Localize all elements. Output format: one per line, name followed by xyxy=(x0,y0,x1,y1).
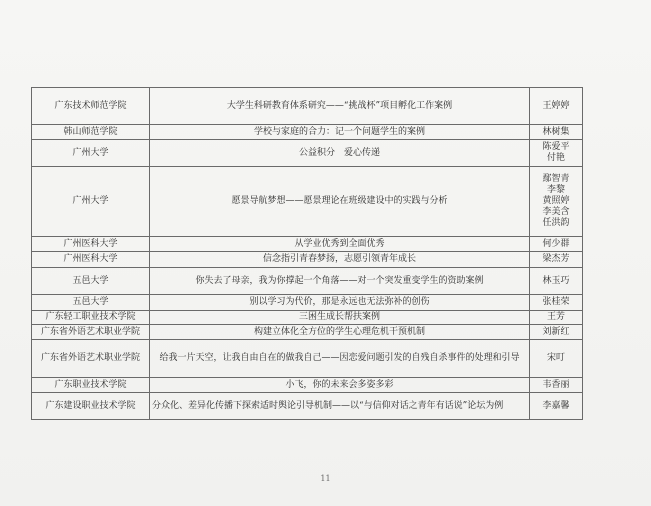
author-cell xyxy=(530,393,583,420)
school-cell: 五邑大学 xyxy=(32,268,150,295)
school-cell: 广东建设职业技术学院 xyxy=(32,393,150,420)
case-title-cell: 大学生科研教育体系研究——“挑战杯”项目孵化工作案例 xyxy=(150,88,530,125)
author-cell xyxy=(530,237,583,252)
author-name: 梁杰芳 xyxy=(542,254,570,264)
table-row xyxy=(32,295,583,311)
case-title-cell: 三困生成长帮扶案例 xyxy=(150,311,530,325)
case-title-cell: 分众化、差异化传播下探索适时舆论引导机制——以“与信仰对话之青年有话说”论坛为例 xyxy=(150,393,530,420)
case-title-cell: 构建立体化全方位的学生心理危机干预机制 xyxy=(150,325,530,340)
author-cell xyxy=(530,311,583,325)
author-name: 陈爱平 xyxy=(542,142,570,152)
school-cell: 广东职业技术学院 xyxy=(32,378,150,393)
author-cell xyxy=(530,268,583,295)
author-cell xyxy=(530,378,583,393)
award-case-table xyxy=(31,87,583,420)
author-cell xyxy=(530,340,583,378)
school-cell: 广东省外语艺术职业学院 xyxy=(32,325,150,340)
author-name: 王婷婷 xyxy=(542,100,570,111)
table-row xyxy=(32,252,583,268)
table-row xyxy=(32,393,583,420)
author-name: 李美含 xyxy=(542,207,570,217)
author-name: 宋叮 xyxy=(546,353,565,363)
school-cell: 广东省外语艺术职业学院 xyxy=(32,340,150,378)
school-cell: 广州医科大学 xyxy=(32,252,150,268)
case-title-cell: 别以学习为代价，那是永远也无法弥补的创伤 xyxy=(150,295,530,311)
school-cell: 广州大学 xyxy=(32,167,150,237)
case-title-cell: 愿景导航梦想——愿景理论在班级建设中的实践与分析 xyxy=(150,167,530,237)
school-cell: 广东技术师范学院 xyxy=(32,88,150,125)
school-cell: 广东轻工职业技术学院 xyxy=(32,311,150,325)
school-cell: 广州大学 xyxy=(32,140,150,167)
author-name: 李黎 xyxy=(546,185,565,195)
author-name: 付艳 xyxy=(546,153,565,163)
school-cell: 韩山师范学院 xyxy=(32,125,150,140)
author-name: 林树集 xyxy=(542,126,570,137)
table-row xyxy=(32,237,583,252)
author-cell xyxy=(530,325,583,340)
author-name: 张桂荣 xyxy=(542,297,570,307)
author-name: 任洪韵 xyxy=(542,218,570,228)
table-row xyxy=(32,268,583,295)
author-cell xyxy=(530,140,583,167)
table-row xyxy=(32,167,583,237)
author-name: 黄照婷 xyxy=(542,196,570,206)
case-title-cell: 给我一片天空，让我自由自在的做我自己——因恋爱问题引发的自残自杀事件的处理和引导 xyxy=(150,340,530,378)
author-cell xyxy=(530,88,583,125)
author-cell xyxy=(530,252,583,268)
table-row xyxy=(32,88,583,125)
table-row xyxy=(32,325,583,340)
author-name: 何少群 xyxy=(542,238,570,249)
case-title-cell: 学校与家庭的合力：记一个问题学生的案例 xyxy=(150,125,530,140)
author-name: 李嘉馨 xyxy=(542,400,570,411)
author-name: 韦香丽 xyxy=(542,379,570,390)
case-title-cell: 从学业优秀到全面优秀 xyxy=(150,237,530,252)
page-number: 11 xyxy=(320,474,331,483)
table-row xyxy=(32,378,583,393)
author-name: 王芳 xyxy=(546,312,565,322)
author-cell xyxy=(530,125,583,140)
author-cell xyxy=(530,167,583,237)
school-cell: 广州医科大学 xyxy=(32,237,150,252)
school-cell: 五邑大学 xyxy=(32,295,150,311)
author-name: 刘新红 xyxy=(542,326,570,337)
author-cell xyxy=(530,295,583,311)
case-title-cell: 公益积分 爱心传递 xyxy=(150,140,530,167)
author-name: 鄢智青 xyxy=(542,174,570,184)
author-name: 林玉巧 xyxy=(542,275,570,286)
table-row xyxy=(32,140,583,167)
case-title-cell: 信念指引青春梦扬，志愿引领青年成长 xyxy=(150,252,530,268)
table-row xyxy=(32,125,583,140)
table-row xyxy=(32,340,583,378)
case-title-cell: 你失去了母亲，我为你撑起一个角落——对一个突发重变学生的资助案例 xyxy=(150,268,530,295)
table-row xyxy=(32,311,583,325)
case-title-cell: 小飞，你的未来会多姿多彩 xyxy=(150,378,530,393)
